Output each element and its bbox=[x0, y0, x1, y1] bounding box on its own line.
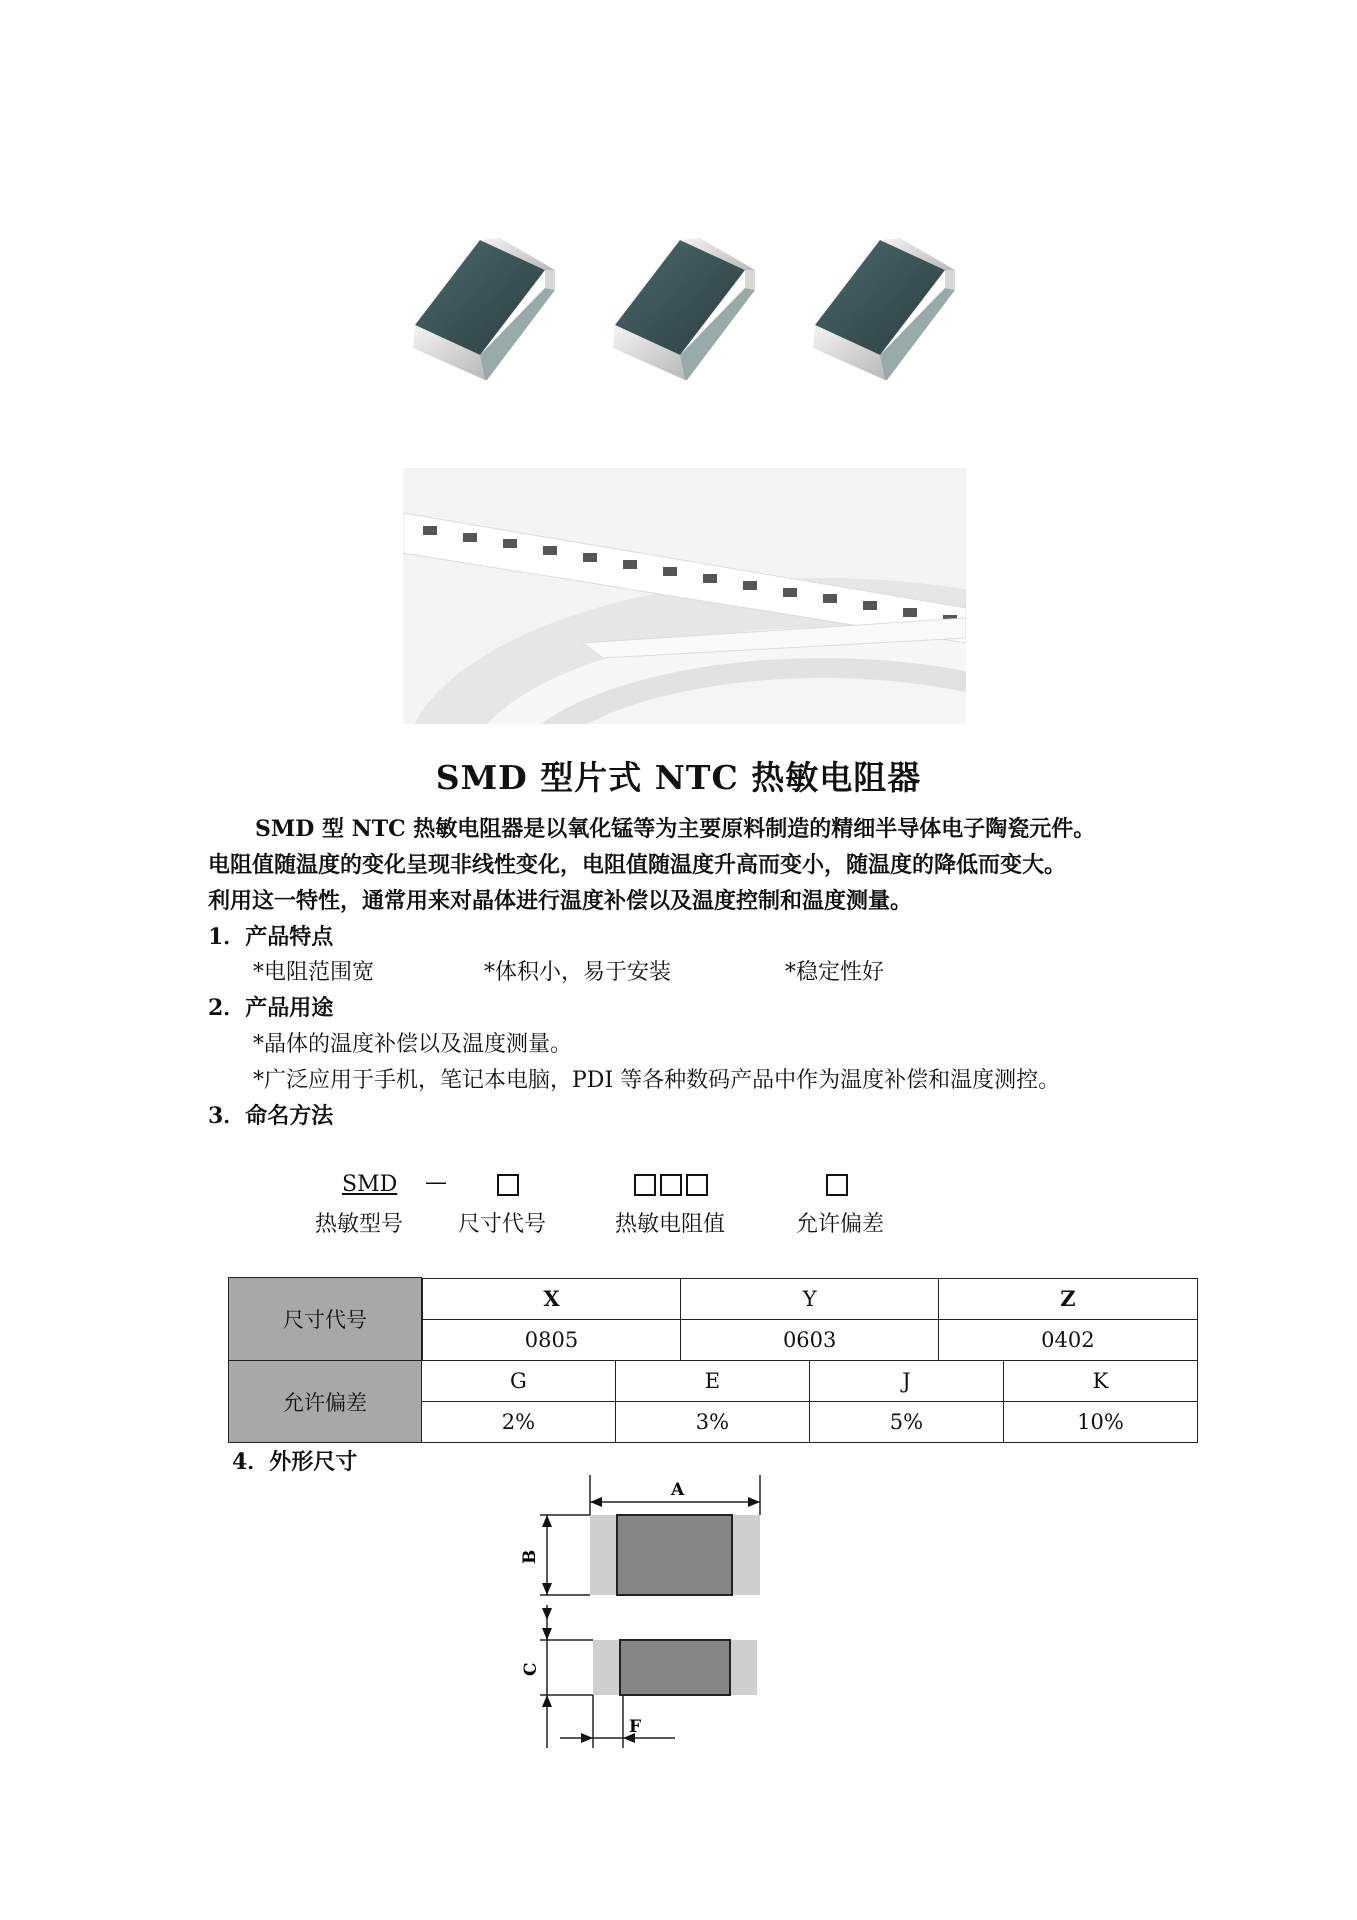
size-value-cell: 0805 bbox=[422, 1319, 680, 1360]
naming-dash: — bbox=[425, 1170, 447, 1195]
naming-code: SMD bbox=[342, 1172, 398, 1197]
tolerance-box bbox=[824, 1174, 850, 1198]
size-label-cell: 尺寸代号 bbox=[229, 1278, 422, 1361]
uses-heading: 2．产品用途 bbox=[208, 995, 334, 1021]
chip-2 bbox=[613, 238, 755, 380]
tape-reel-photo bbox=[403, 468, 966, 724]
tolerance-code-cell: K bbox=[1003, 1361, 1197, 1402]
dim-label-a: A bbox=[671, 1480, 685, 1500]
dimension-drawing bbox=[505, 1470, 775, 1755]
chip-photo bbox=[405, 230, 965, 420]
tolerance-value-cell: 5% bbox=[809, 1402, 1003, 1443]
size-value-cell: 0402 bbox=[939, 1319, 1197, 1360]
use-item: *广泛应用于手机，笔记本电脑，PDI 等各种数码产品中作为温度补偿和温度测控。 bbox=[253, 1068, 1061, 1093]
size-code-box bbox=[495, 1174, 521, 1198]
feature-item: *电阻范围宽 bbox=[253, 960, 375, 985]
feature-item: *稳定性好 bbox=[785, 960, 885, 985]
tolerance-code-cell: E bbox=[615, 1361, 809, 1402]
tolerance-label-cell: 允许偏差 bbox=[229, 1361, 422, 1443]
chip-3 bbox=[813, 238, 955, 380]
naming-label: 尺寸代号 bbox=[458, 1212, 547, 1237]
dim-label-b: B bbox=[520, 1549, 540, 1564]
intro-line-2: 电阻值随温度的变化呈现非线性变化，电阻值随温度升高而变小，随温度的降低而变大。 bbox=[208, 852, 1067, 878]
spec-table bbox=[228, 1277, 1198, 1443]
naming-label: 热敏型号 bbox=[315, 1212, 404, 1237]
page-title: SMD 型片式 NTC 热敏电阻器 bbox=[435, 758, 922, 797]
dim-label-c: C bbox=[521, 1662, 541, 1676]
tolerance-value-cell: 3% bbox=[615, 1402, 809, 1443]
tolerance-code-cell: J bbox=[809, 1361, 1003, 1402]
dimensions-heading: 4．外形尺寸 bbox=[232, 1449, 358, 1475]
tolerance-value-cell: 2% bbox=[421, 1402, 615, 1443]
size-value-cell: 0603 bbox=[681, 1319, 939, 1360]
feature-item: *体积小，易于安装 bbox=[484, 960, 672, 985]
intro-line-3: 利用这一特性，通常用来对晶体进行温度补偿以及温度控制和温度测量。 bbox=[208, 888, 913, 914]
tolerance-value-cell: 10% bbox=[1003, 1402, 1197, 1443]
use-item: *晶体的温度补偿以及温度测量。 bbox=[253, 1032, 573, 1057]
size-code-cell: Y bbox=[681, 1278, 939, 1319]
features-heading: 1．产品特点 bbox=[208, 924, 334, 950]
size-code-cell: Z bbox=[939, 1278, 1197, 1319]
resistance-boxes bbox=[632, 1174, 710, 1198]
chip-1 bbox=[413, 238, 555, 380]
tolerance-code-cell: G bbox=[421, 1361, 615, 1402]
naming-label: 热敏电阻值 bbox=[615, 1212, 726, 1237]
naming-heading: 3．命名方法 bbox=[208, 1103, 334, 1129]
naming-label: 允许偏差 bbox=[796, 1212, 885, 1237]
dim-label-f: F bbox=[629, 1717, 642, 1737]
size-code-cell: X bbox=[422, 1278, 680, 1319]
intro-line-1: SMD 型 NTC 热敏电阻器是以氧化锰等为主要原料制造的精细半导体电子陶瓷元件。 bbox=[255, 816, 1096, 842]
